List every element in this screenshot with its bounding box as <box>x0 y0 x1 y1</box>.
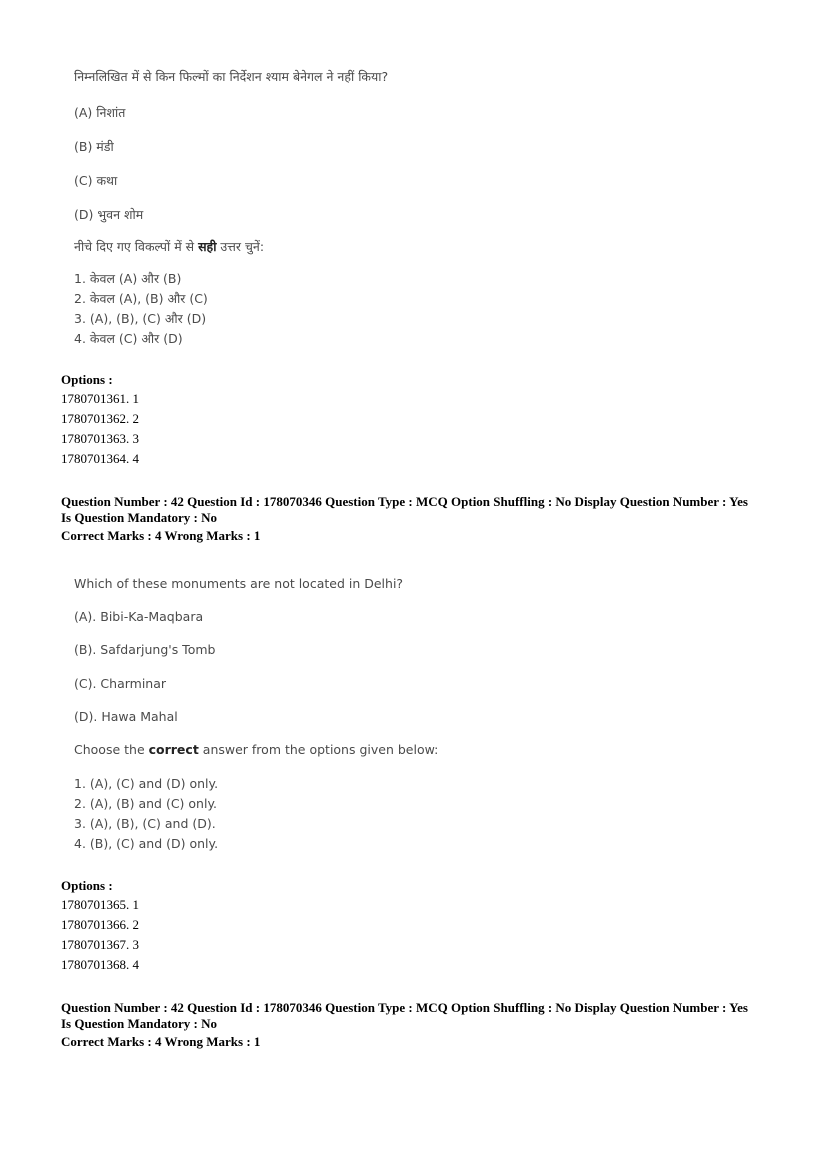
option-id-3: 1780701367. 3 <box>61 937 139 952</box>
statement-d: (D) भुवन शोम <box>74 207 144 222</box>
meta-line-2: Is Question Mandatory : No <box>61 510 218 525</box>
instruction-post: answer from the options given below: <box>198 742 439 757</box>
choice-4: 4. (B), (C) and (D) only. <box>74 836 219 851</box>
options-heading: Options : <box>61 878 113 893</box>
option-id-1: 1780701361. 1 <box>61 391 139 406</box>
options-block <box>61 878 461 978</box>
meta-line-3: Correct Marks : 4 Wrong Marks : 1 <box>61 1034 261 1049</box>
question-meta <box>61 1000 781 1050</box>
question-text: निम्नलिखित में से किन फिल्मों का निर्देशन श्याम बेनेगल ने नहीं किया? <box>74 69 389 84</box>
option-id-2: 1780701366. 2 <box>61 917 139 932</box>
meta-line-2: Is Question Mandatory : No <box>61 1016 218 1031</box>
option-id-4: 1780701364. 4 <box>61 451 139 466</box>
meta-line-1: Question Number : 42 Question Id : 178070346 Question Type : MCQ Option Shuffling : No Display Question Number : Yes <box>61 494 748 509</box>
choice-1: 1. (A), (C) and (D) only. <box>74 776 219 791</box>
instruction-pre: Choose the <box>74 742 149 757</box>
instruction-bold: correct <box>148 742 199 757</box>
statement-b: (B) मंडी <box>74 139 114 154</box>
instruction-pre: नीचे दिए गए विकल्पों में से <box>74 239 199 254</box>
question-image-english <box>74 576 494 856</box>
statement-a: (A). Bibi-Ka-Maqbara <box>74 609 204 624</box>
statement-c: (C) कथा <box>74 173 118 188</box>
statement-c: (C). Charminar <box>74 676 167 691</box>
question-image-hindi <box>74 64 494 354</box>
question-text: Which of these monuments are not located in Delhi? <box>74 576 404 591</box>
option-id-2: 1780701362. 2 <box>61 411 139 426</box>
choice-1: 1. केवल (A) और (B) <box>74 271 182 286</box>
statement-d: (D). Hawa Mahal <box>74 709 178 724</box>
question-meta <box>61 494 781 544</box>
instruction <box>74 238 264 255</box>
instruction-post: उत्तर चुनें: <box>216 239 265 254</box>
meta-line-3: Correct Marks : 4 Wrong Marks : 1 <box>61 528 261 543</box>
option-id-3: 1780701363. 3 <box>61 431 139 446</box>
options-heading: Options : <box>61 372 113 387</box>
instruction-bold: सही <box>198 239 217 254</box>
meta-line-1: Question Number : 42 Question Id : 178070346 Question Type : MCQ Option Shuffling : No Display Question Number : Yes <box>61 1000 748 1015</box>
option-id-4: 1780701368. 4 <box>61 957 139 972</box>
statement-a: (A) निशांत <box>74 105 126 120</box>
instruction <box>74 742 438 757</box>
choice-3: 3. (A), (B), (C) और (D) <box>74 311 207 326</box>
option-id-1: 1780701365. 1 <box>61 897 139 912</box>
choice-4: 4. केवल (C) और (D) <box>74 331 183 346</box>
statement-b: (B). Safdarjung's Tomb <box>74 642 216 657</box>
choice-2: 2. केवल (A), (B) और (C) <box>74 291 208 306</box>
choice-2: 2. (A), (B) and (C) only. <box>74 796 218 811</box>
choice-3: 3. (A), (B), (C) and (D). <box>74 816 216 831</box>
options-block <box>61 372 461 472</box>
